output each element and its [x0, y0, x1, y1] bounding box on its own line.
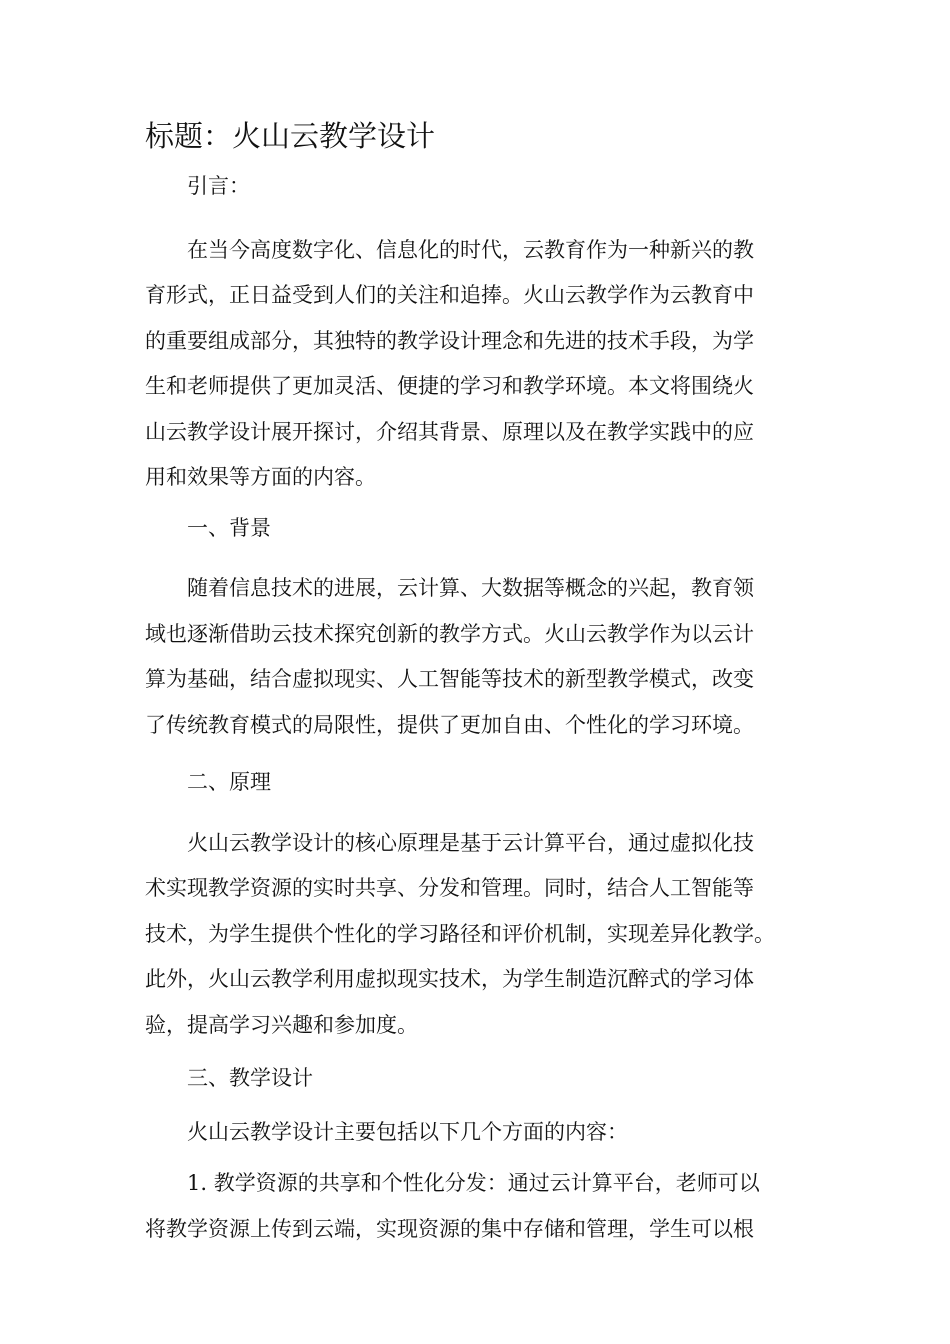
text-line: 生和老师提供了更加灵活、便捷的学习和教学环境。本文将围绕火 — [145, 374, 754, 398]
section-heading-background: 一、背景 — [187, 515, 271, 540]
text-line: 算为基础，结合虚拟现实、人工智能等技术的新型教学模式，改变 — [145, 667, 754, 691]
text-line: 术实现教学资源的实时共享、分发和管理。同时，结合人工智能等 — [145, 876, 754, 900]
text-line: 随着信息技术的进展，云计算、大数据等概念的兴起，教育领 — [187, 576, 754, 600]
document-body — [145, 164, 810, 1252]
text-line: 火山云教学设计的核心原理是基于云计算平台，通过虚拟化技 — [187, 830, 754, 855]
text-line: 验，提高学习兴趣和参加度。 — [145, 1012, 418, 1037]
intro-paragraph — [145, 228, 810, 501]
text-line: 育形式，正日益受到人们的关注和追捧。火山云教学作为云教育中 — [145, 283, 754, 307]
text-line: 将教学资源上传到云端，实现资源的集中存储和管理，学生可以根 — [145, 1216, 754, 1241]
text-line: 山云教学设计展开探讨，介绍其背景、原理以及在教学实践中的应 — [145, 419, 754, 444]
list-item-1 — [145, 1161, 810, 1252]
text-line: 了传统教育模式的局限性，提供了更加自由、个性化的学习环境。 — [145, 712, 754, 737]
intro-heading: 引言： — [187, 174, 250, 198]
text-line: 域也逐渐借助云技术探究创新的教学方式。火山云教学作为以云计 — [145, 621, 754, 646]
teaching-design-intro: 火山云教学设计主要包括以下几个方面的内容： — [187, 1119, 628, 1144]
background-paragraph — [145, 566, 810, 748]
text-line: 技术，为学生提供个性化的学习路径和评价机制，实现差异化教学。 — [145, 921, 775, 946]
section-heading-principle: 二、原理 — [187, 770, 271, 794]
section-heading-teaching-design: 三、教学设计 — [187, 1066, 313, 1090]
text-line: 的重要组成部分，其独特的教学设计理念和先进的技术手段，为学 — [145, 328, 754, 353]
text-line: 用和效果等方面的内容。 — [145, 465, 376, 489]
text-line: 1. 教学资源的共享和个性化分发：通过云计算平台，老师可以 — [187, 1171, 760, 1195]
text-line: 此外，火山云教学利用虚拟现实技术，为学生制造沉醉式的学习体 — [145, 967, 754, 991]
document-title: 标题：火山云教学设计 — [145, 119, 436, 153]
text-line: 在当今高度数字化、信息化的时代，云教育作为一种新兴的教 — [187, 237, 754, 262]
principle-paragraph — [145, 821, 810, 1049]
